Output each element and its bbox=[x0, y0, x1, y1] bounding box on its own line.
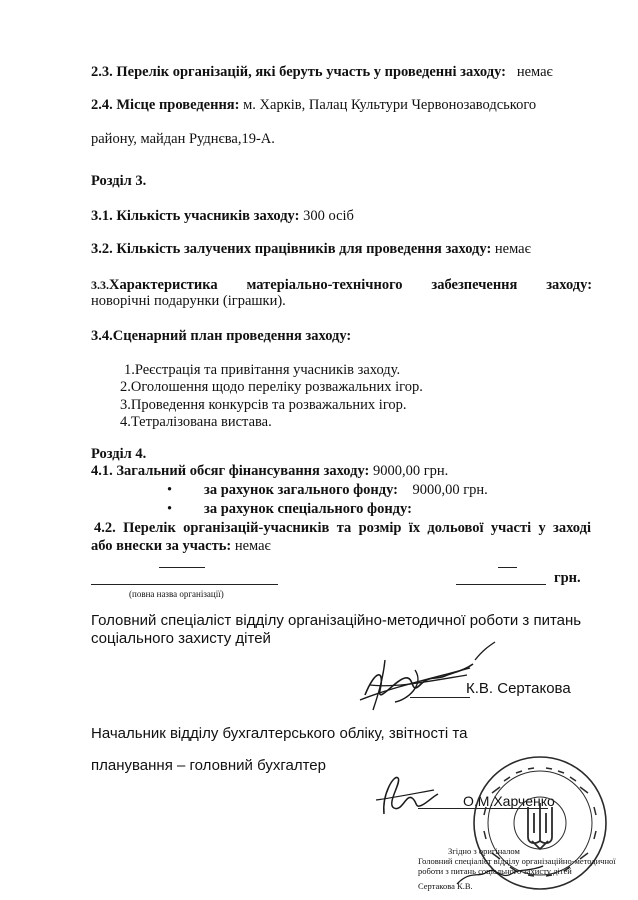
general-fund-label: за рахунок загального фонду: bbox=[204, 482, 398, 498]
item-4-1-value: 9000,00 грн. bbox=[372, 463, 449, 479]
item-3-2-label: 3.2. Кількість залучених працівників для проведення заходу: bbox=[91, 241, 492, 257]
item-3-4-label: 3.4.Сценарний план проведення заходу: bbox=[91, 328, 352, 344]
item-3-1-label: 3.1. Кількість учасників заходу: bbox=[91, 208, 300, 224]
item-4-2-line1: 4.2. Перелік організацій-учасників та розмір їх дольової участі у заході bbox=[94, 520, 591, 536]
item-2-4-label: 2.4. Місце проведення: bbox=[91, 97, 240, 113]
item-4-2-line2 bbox=[91, 537, 271, 555]
stamp-line3: роботи з питань соціального захисту дітей bbox=[418, 866, 572, 876]
bullet-icon: • bbox=[167, 482, 173, 498]
item-3-3-word: Характеристика bbox=[109, 277, 218, 293]
item-3-1 bbox=[91, 207, 354, 225]
item-2-3 bbox=[91, 63, 553, 81]
sig2-name: О.М.Харченко bbox=[463, 793, 555, 809]
scenario-item: 4.Тетралізована вистава. bbox=[120, 414, 272, 430]
item-2-4-value-line1: м. Харків, Палац Культури Червонозаводського bbox=[243, 97, 537, 113]
scenario-item: 2.Оголошення щодо переліку розважальних ігор. bbox=[120, 379, 423, 395]
item-3-3-word: заходу: bbox=[546, 277, 593, 293]
amount-line bbox=[456, 584, 546, 585]
item-3-3-value: новорічні подарунки (іграшки). bbox=[91, 293, 286, 309]
scenario-item: 1.Реєстрація та привітання учасників заходу. bbox=[124, 362, 401, 378]
sig2-title-line2: планування – головний бухгалтер bbox=[91, 757, 326, 774]
item-3-3-number: 3.3. bbox=[91, 278, 109, 292]
section-3-heading: Розділ 3. bbox=[91, 173, 147, 189]
item-3-1-value: 300 осіб bbox=[303, 208, 354, 224]
blank-line bbox=[498, 567, 517, 568]
org-caption: (повна назва організації) bbox=[129, 589, 224, 599]
stamp-line1: Згідно з оригіналом bbox=[448, 846, 520, 856]
currency-label: грн. bbox=[554, 570, 581, 586]
sig1-name: К.В. Сертакова bbox=[466, 680, 571, 697]
sig2-title-line1: Начальник відділу бухгалтерського обліку, звітності та bbox=[91, 725, 468, 742]
sig1-title-line2: соціального захисту дітей bbox=[91, 630, 271, 647]
item-4-1-label: 4.1. Загальний обсяг фінансування заходу: bbox=[91, 463, 370, 479]
item-3-3-word: матеріально-технічного bbox=[246, 277, 403, 293]
general-fund-line bbox=[204, 481, 488, 499]
bullet-icon: • bbox=[167, 501, 173, 517]
item-4-1 bbox=[91, 462, 448, 480]
signature-line bbox=[410, 697, 470, 698]
item-2-3-label: 2.3. Перелік організацій, які беруть участь у проведенні заходу: bbox=[91, 64, 506, 80]
item-3-3-word: забезпечення bbox=[431, 277, 518, 293]
item-2-4-value-line2: району, майдан Руднєва,19-А. bbox=[91, 131, 275, 147]
section-4-heading: Розділ 4. bbox=[91, 446, 147, 462]
stamp-line2: Головний спеціаліст відділу організаційно-методичної bbox=[418, 856, 616, 866]
item-2-3-value: немає bbox=[516, 64, 553, 80]
general-fund-value: 9000,00 грн. bbox=[412, 482, 488, 498]
signature-2-icon bbox=[372, 764, 442, 824]
item-2-4 bbox=[91, 96, 536, 114]
blank-line bbox=[159, 567, 205, 568]
stamp-line4: Сертакова К.В. bbox=[418, 881, 473, 891]
sig1-title-line1: Головний спеціаліст відділу організаційно-методичної роботи з питань bbox=[91, 612, 582, 629]
item-4-2-label: або внески за участь: bbox=[91, 538, 232, 554]
item-3-2-value: немає bbox=[494, 241, 531, 257]
scenario-item: 3.Проведення конкурсів та розважальних ігор. bbox=[120, 397, 407, 413]
special-fund-label: за рахунок спеціального фонду: bbox=[204, 501, 412, 517]
item-3-2 bbox=[91, 240, 531, 258]
item-4-2-value: немає bbox=[234, 538, 271, 554]
stamp-signature-icon bbox=[455, 860, 545, 890]
